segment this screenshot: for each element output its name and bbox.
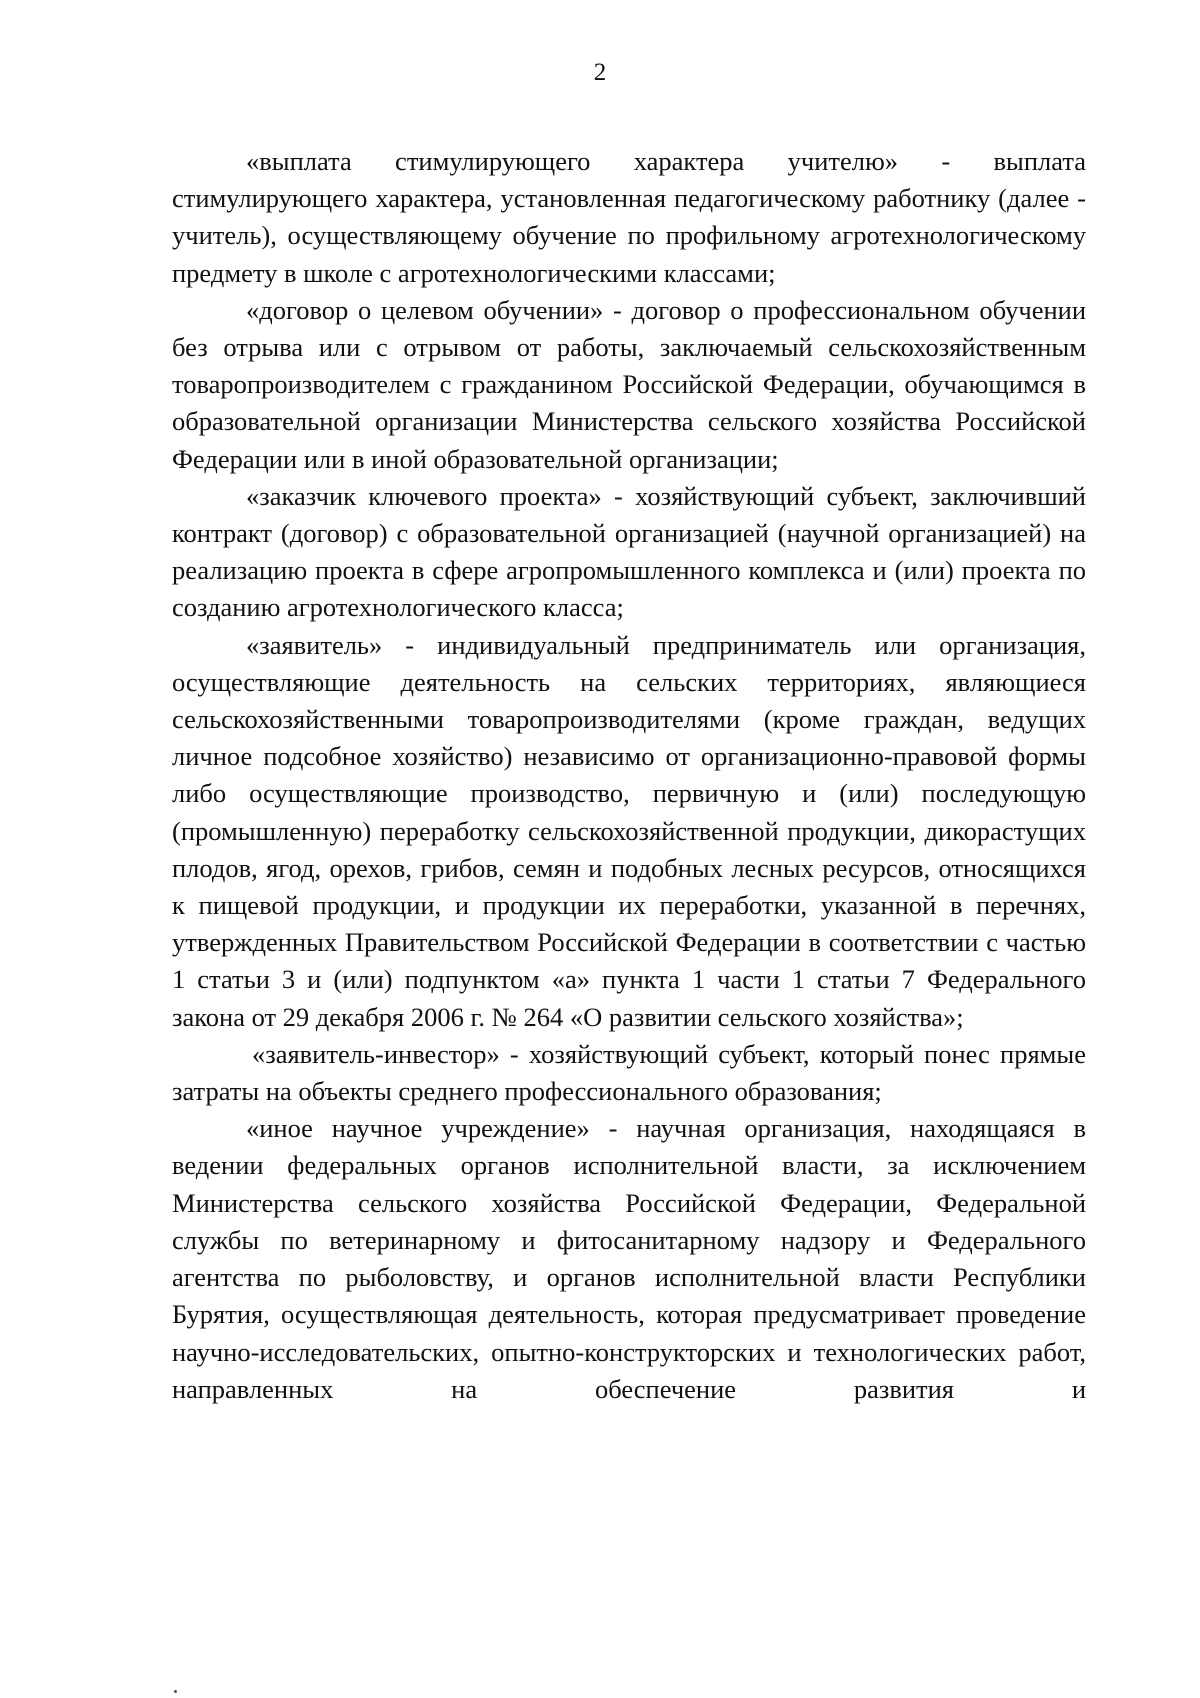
scan-artifact-dot bbox=[174, 1690, 177, 1693]
paragraph-teacher-incentive-payment: «выплата стимулирующего характера учителю» - выплата стимулирующего характера, установленная педагогическому работнику (далее - учитель), осуществляющему обучение по профильному агротехнологическому предмету в школе с агротехнологическими классами; bbox=[172, 146, 1086, 288]
page-number: 2 bbox=[593, 59, 607, 86]
paragraph-targeted-training-agreement: «договор о целевом обучении» - договор о профессиональном обучении без отрыва или с отрывом от работы, заключаемый сельскохозяйственным товаропроизводителем с гражданином Российской Федерации, обучающимся в образовательной организации Министерства сельского хозяйства Российской Федерации или в иной образовательной организации; bbox=[172, 294, 1086, 474]
document-body bbox=[172, 143, 1086, 1408]
paragraph-other-scientific-institution: «иное научное учреждение» - научная организация, находящаяся в ведении федеральных органов исполнительной власти, за исключением Министерства сельского хозяйства Российской Федерации, Федеральной службы по ветеринарному и фитосанитарному надзору и Федерального агентства по рыболовству, и органов исполнительной власти Республики Бурятия, осуществляющая деятельность, которая предусматривает проведение научно-исследовательских, опытно-конструкторских и технологических работ, направленных на обеспечение развития и bbox=[172, 1113, 1086, 1404]
paragraph-key-project-customer: «заказчик ключевого проекта» - хозяйствующий субъект, заключивший контракт (договор) с образовательной организацией (научной организацией) на реализацию проекта в сфере агропромышленного комплекса и (или) проекта по созданию агротехнологического класса; bbox=[172, 480, 1086, 623]
paragraph-applicant: «заявитель» - индивидуальный предприниматель или организация, осуществляющие деятельность на сельских территориях, являющиеся сельскохозяйственными товаропроизводителями (кроме граждан, ведущих личное подсобное хозяйство) независимо от организационно-правовой формы либо осуществляющие производство, первичную и (или) последующую (промышленную) переработку сельскохозяйственной продукции, дикорастущих плодов, ягод, орехов, грибов, семян и подобных лесных ресурсов, относящихся к пищевой продукции, и продукции их переработки, указанной в перечнях, утвержденных Правительством Российской Федерации в соответствии с частью 1 статьи 3 и (или) подпунктом «а» пункта 1 части 1 статьи 7 Федерального закона от 29 декабря 2006 г. № 264 «О развитии сельского хозяйства»; bbox=[172, 629, 1086, 1032]
paragraph-applicant-investor: «заявитель-инвестор» - хозяйствующий субъект, который понес прямые затраты на объекты среднего профессионального образования; bbox=[172, 1038, 1086, 1107]
